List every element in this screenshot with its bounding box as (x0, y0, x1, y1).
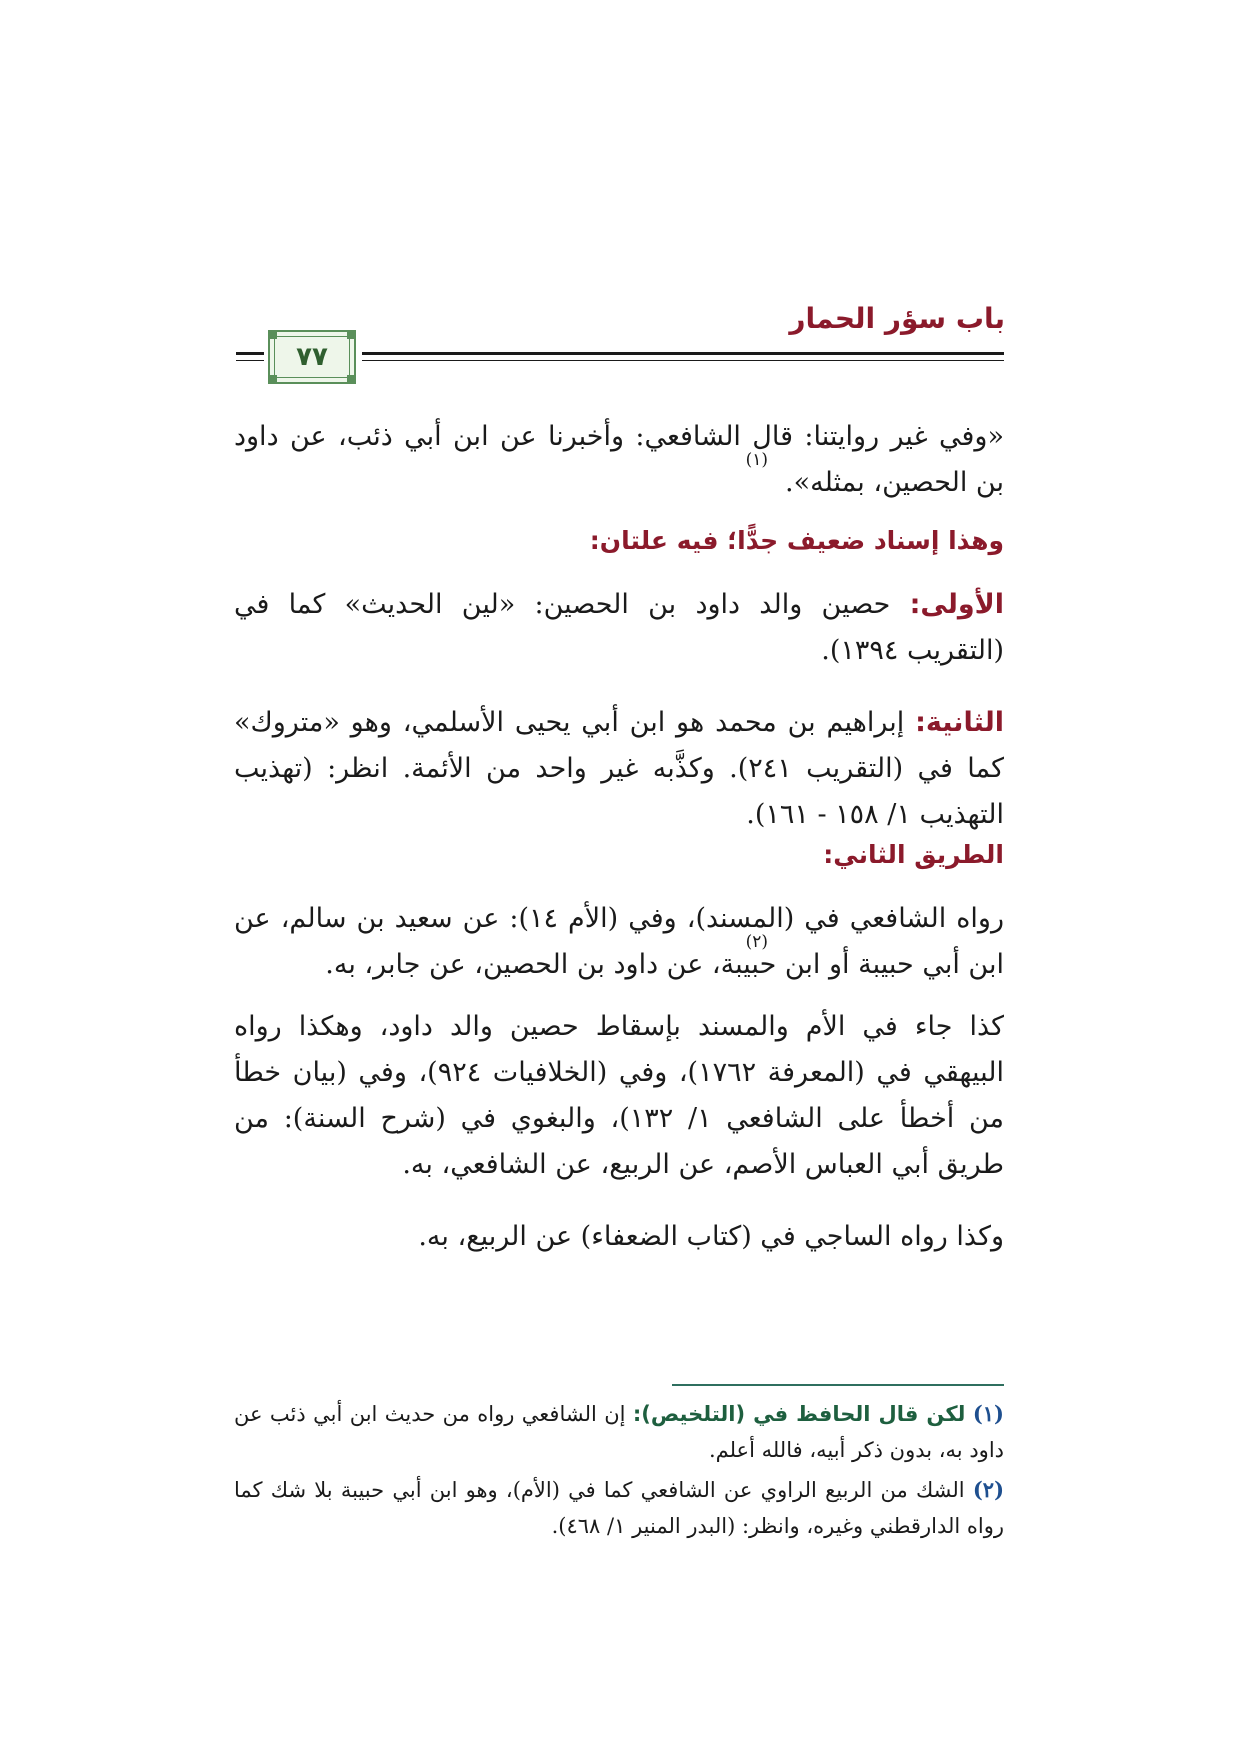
footnote-text: إن الشافعي رواه من حديث ابن أبي ذئب عن داود به، بدون ذكر أبيه، فالله أعلم. (234, 1402, 1004, 1462)
paragraph-route-1: رواه الشافعي في (المسند)، وفي (الأم ١٤): عن سعيد بن سالم، عن ابن أبي حبيبة أو ابن حبيبة (٢) ، عن داود بن الحصين، عن جابر، به. (234, 903, 1005, 980)
ornament-corner (347, 331, 355, 339)
first-text: حصين والد داود بن الحصين: «لين الحديث» كما في (التقريب ١٣٩٤). (234, 589, 1004, 666)
paragraph-route-2 (234, 1004, 1004, 1188)
section-heading-route: الطريق الثاني: (823, 840, 1004, 869)
route-2-text: كذا جاء في الأم والمسند بإسقاط حصين والد داود، وهكذا رواه البيهقي في (المعرفة ١٧٦٢)، وفي (الخلافيات ٩٢٤)، وفي (بيان خطأ من أخطأ على الشافعي ١/ ١٣٢)، والبغوي في (شرح السنة): من طريق أبي العباس الأصم، عن الربيع، عن الشافعي، به. (234, 1011, 1005, 1180)
footnote-mark: (٢) (972, 1477, 1004, 1502)
ornament-corner (269, 331, 277, 339)
paragraph-quote: «وفي غير روايتنا: قال الشافعي: وأخبرنا عن ابن أبي ذئب، عن داود بن الحصين، بمثله (١) ». (234, 421, 1004, 498)
footnote-lead: لكن قال الحافظ في (التلخيص): (632, 1402, 966, 1426)
route-3-text: وكذا رواه الساجي في (كتاب الضعفاء) عن الربيع، به. (418, 1221, 1004, 1252)
paragraph-text-end: ». (784, 467, 811, 498)
first-label: الأولى: (909, 589, 1004, 620)
paragraph-second-defect (234, 700, 1004, 838)
footnote-text: الشك من الربيع الراوي عن الشافعي كما في (الأم)، وهو ابن أبي حبيبة بلا شك كما رواه الدارقطني وغيره، وانظر: (البدر المنير ١/ ٤٦٨). (234, 1478, 1004, 1538)
footnote-2 (234, 1472, 1004, 1544)
footnote-mark: (١) (972, 1401, 1004, 1426)
footnote-separator (672, 1384, 1004, 1386)
paragraph-first-defect (234, 582, 1004, 674)
header-rule-left-top (236, 352, 264, 355)
footnote-1 (234, 1396, 1004, 1468)
second-text: إبراهيم بن محمد هو ابن أبي يحيى الأسلمي، وهو «متروك» كما في (التقريب ٢٤١). وكذَّبه غير واحد من الأئمة. انظر: (تهذيب التهذيب ١/ ١٥٨ - ١٦١). (234, 707, 1004, 830)
ornament-corner (269, 375, 277, 383)
page-number: ٧٧ (296, 342, 328, 372)
page-number-badge (268, 330, 356, 384)
section-heading-weak: وهذا إسناد ضعيف جدًّا؛ فيه علتان: (589, 526, 1004, 555)
route-1-text: رواه الشافعي في (المسند)، وفي (الأم ١٤): عن سعيد بن سالم، عن ابن أبي حبيبة أو ابن حبيبة (234, 903, 1005, 980)
chapter-title: باب سؤر الحمار (789, 302, 1005, 335)
paragraph-route-3 (234, 1214, 1004, 1260)
second-label: الثانية: (915, 707, 1004, 738)
header-rule-right-bottom (362, 360, 1004, 361)
header-rule-left-bottom (236, 360, 264, 361)
paragraph-text: «وفي غير روايتنا: قال الشافعي: وأخبرنا عن ابن أبي ذئب، عن داود بن الحصين، بمثله (234, 421, 1004, 498)
header-rule-right-top (362, 352, 1004, 355)
ornament-corner (347, 375, 355, 383)
route-1-text-end: ، عن داود بن الحصين، عن جابر، به. (325, 949, 721, 980)
